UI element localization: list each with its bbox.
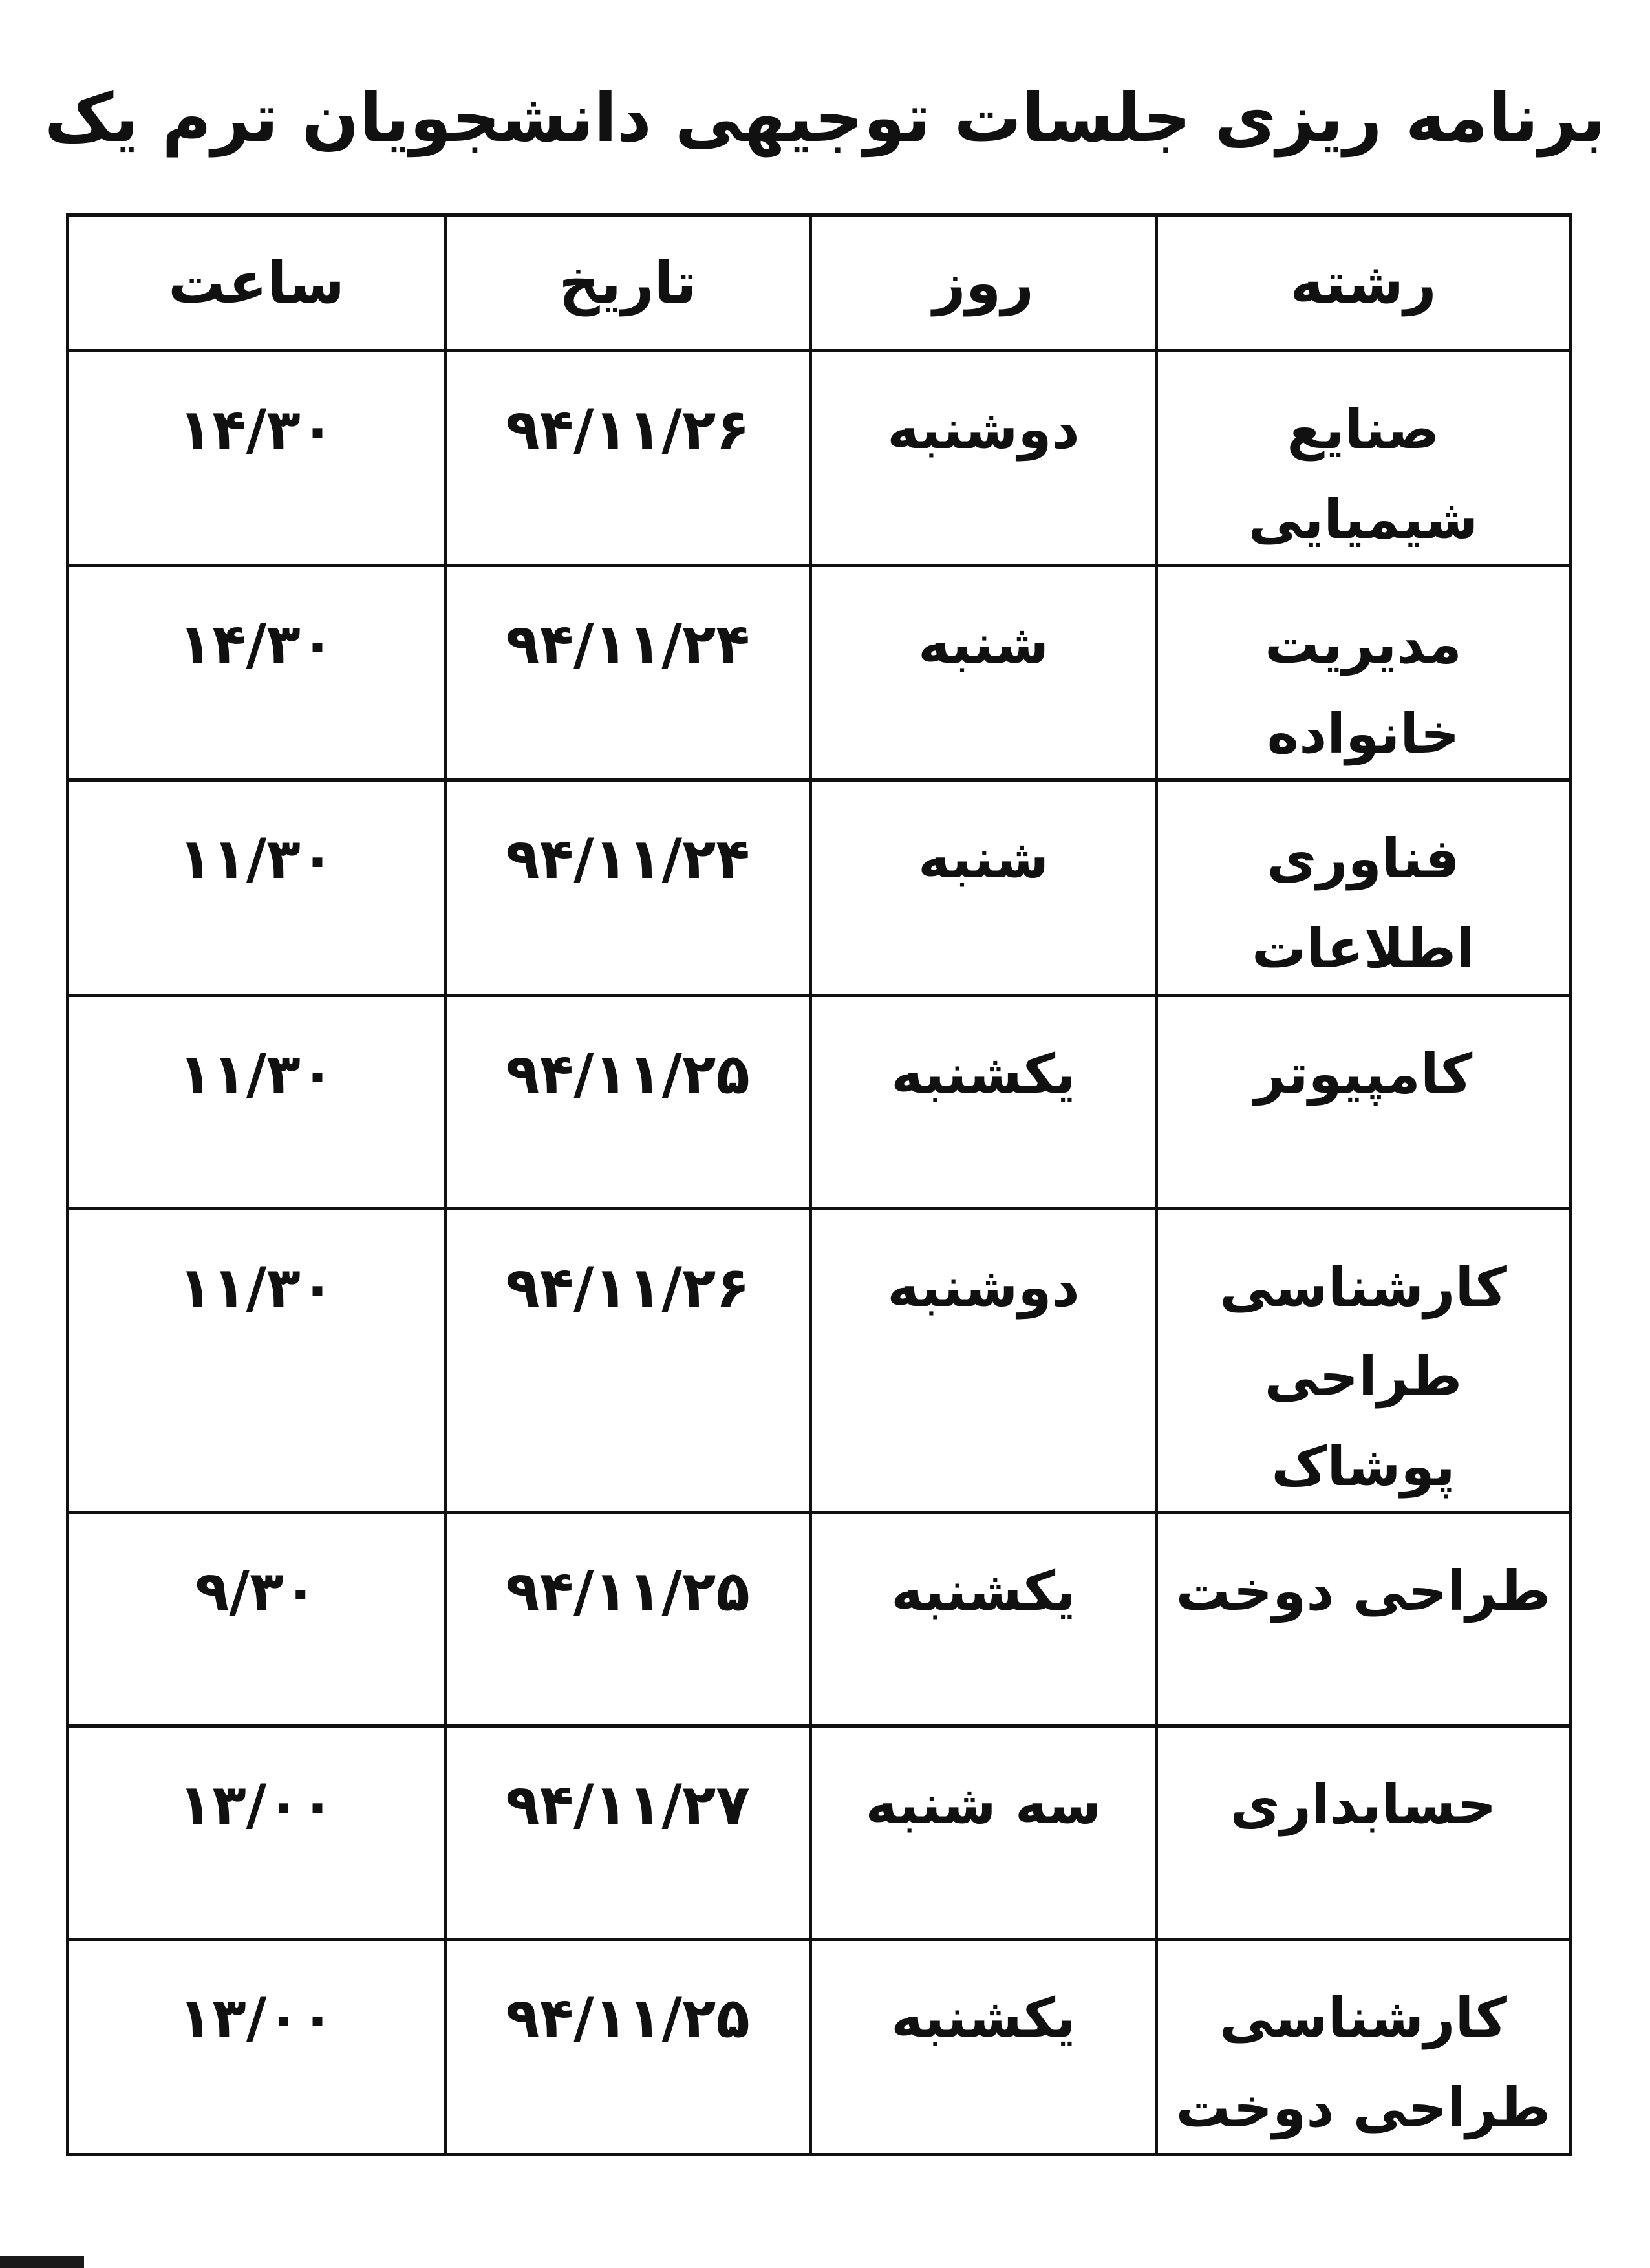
- cell-major: کارشناسی طراحی پوشاک: [1157, 1208, 1570, 1513]
- scan-footer-mark: [0, 2256, 84, 2268]
- header-date: تاریخ: [445, 215, 811, 351]
- cell-day: یکشنبه: [811, 1513, 1157, 1726]
- cell-date: ۹۴/۱۱/۲۴: [445, 780, 811, 995]
- table-row: [68, 351, 1570, 566]
- cell-time: ۱۳/۰۰: [68, 1726, 445, 1940]
- cell-major: کارشناسی طراحی دوخت: [1157, 1940, 1570, 2154]
- table-row: [68, 566, 1570, 780]
- cell-major: کامپیوتر: [1157, 995, 1570, 1208]
- cell-date: ۹۴/۱۱/۲۵: [445, 1940, 811, 2154]
- cell-time: ۱۱/۳۰: [68, 995, 445, 1208]
- cell-date: ۹۴/۱۱/۲۴: [445, 566, 811, 780]
- cell-day: یکشنبه: [811, 1940, 1157, 2154]
- table-row: [68, 1208, 1570, 1513]
- cell-time: ۱۳/۰۰: [68, 1940, 445, 2154]
- cell-major: مدیریت خانواده: [1157, 566, 1570, 780]
- cell-day: سه شنبه: [811, 1726, 1157, 1940]
- cell-day: شنبه: [811, 780, 1157, 995]
- cell-major: طراحی دوخت: [1157, 1513, 1570, 1726]
- cell-date: ۹۴/۱۱/۲۶: [445, 351, 811, 566]
- cell-time: ۱۱/۳۰: [68, 780, 445, 995]
- cell-date: ۹۴/۱۱/۲۷: [445, 1726, 811, 1940]
- header-time: ساعت: [68, 215, 445, 351]
- cell-time: ۱۱/۳۰: [68, 1208, 445, 1513]
- header-day: روز: [811, 215, 1157, 351]
- cell-day: شنبه: [811, 566, 1157, 780]
- cell-date: ۹۴/۱۱/۲۶: [445, 1208, 811, 1513]
- cell-time: ۱۴/۳۰: [68, 566, 445, 780]
- cell-major: فناوری اطلاعات: [1157, 780, 1570, 995]
- cell-day: یکشنبه: [811, 995, 1157, 1208]
- cell-day: دوشنبه: [811, 1208, 1157, 1513]
- table-header-row: [68, 215, 1570, 351]
- schedule-table: [66, 213, 1572, 2156]
- table-row: [68, 995, 1570, 1208]
- cell-time: ۹/۳۰: [68, 1513, 445, 1726]
- table-row: [68, 1726, 1570, 1940]
- cell-major: صنایع شیمیایی: [1157, 351, 1570, 566]
- cell-time: ۱۴/۳۰: [68, 351, 445, 566]
- cell-date: ۹۴/۱۱/۲۵: [445, 1513, 811, 1726]
- table-row: [68, 780, 1570, 995]
- page-title: برنامه ریزی جلسات توجیهی دانشجویان ترم یک: [44, 78, 1606, 157]
- cell-day: دوشنبه: [811, 351, 1157, 566]
- cell-date: ۹۴/۱۱/۲۵: [445, 995, 811, 1208]
- header-major: رشته: [1157, 215, 1570, 351]
- table-row: [68, 1940, 1570, 2154]
- cell-major: حسابداری: [1157, 1726, 1570, 1940]
- table-row: [68, 1513, 1570, 1726]
